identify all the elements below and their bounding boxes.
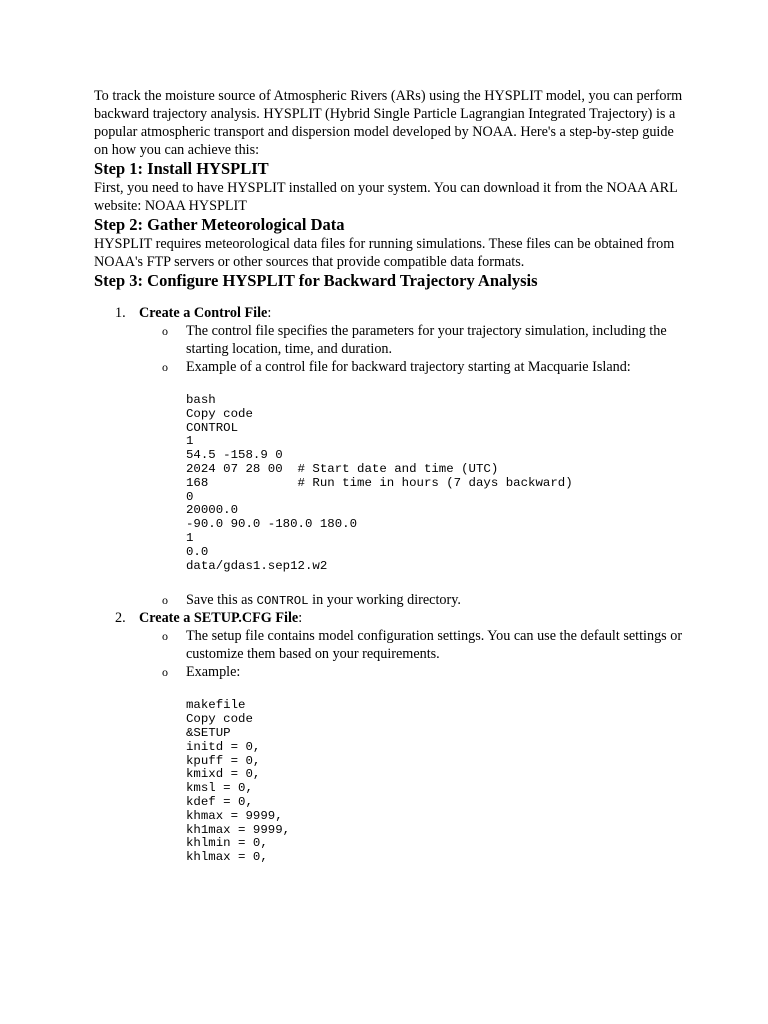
sub-list-text: Example of a control file for backward trajectory starting at Macquarie Island:	[186, 359, 631, 375]
list-item-control-file	[94, 305, 684, 610]
list-item-colon: :	[298, 610, 303, 627]
step1-paragraph: First, you need to have HYSPLIT installed on your system. You can download it from the NOAA ARL website: NOAA HYSPLIT	[94, 180, 678, 214]
list-item-title: Create a SETUP.CFG File	[139, 610, 299, 627]
step2-heading: Step 2: Gather Meteorological Data	[94, 215, 345, 234]
sub-list-item	[139, 591, 684, 610]
sub-list-text: Example:	[186, 664, 241, 681]
sub-list-text: The setup file contains model configuration settings. You can use the default settings or customize them based on your requirements.	[186, 628, 683, 663]
bullet-icon: o	[162, 360, 168, 374]
sub-list-item	[139, 358, 684, 376]
sub-list-item	[139, 663, 684, 681]
bullet-icon: o	[162, 593, 168, 608]
list-item-title: Create a Control File	[139, 305, 268, 321]
sub-list	[139, 627, 684, 681]
list-item-setup-file	[94, 610, 684, 865]
sub-list-item	[139, 627, 684, 663]
step2-paragraph: HYSPLIT requires meteorological data files for running simulations. These files can be obtained from NOAA's FTP servers or other sources that provide compatible data formats.	[94, 236, 675, 270]
intro-paragraph: To track the moisture source of Atmospheric Rivers (ARs) using the HYSPLIT model, you can perform backward trajectory analysis. HYSPLIT (Hybrid Single Particle Lagrangian Integrated Trajectory) is a popular atmospheric transport and dispersion model developed by NOAA. Here's a step-by-step guide on how you can achieve this:	[94, 88, 683, 158]
save-text-suffix: in your working directory.	[308, 592, 461, 609]
steps-list	[94, 305, 684, 865]
sub-list	[139, 591, 684, 610]
list-number: 1.	[115, 305, 126, 321]
inline-code-control: CONTROL	[256, 594, 309, 609]
document-page	[94, 87, 684, 883]
list-item-colon: :	[267, 305, 272, 321]
bullet-icon: o	[162, 629, 168, 644]
step1-heading: Step 1: Install HYSPLIT	[94, 159, 269, 178]
code-block-setup: makefile Copy code &SETUP initd = 0, kpuff = 0, kmixd = 0, kmsl = 0, kdef = 0, khmax = 9999, kh1max = 9999, khlmin = 0, khlmax = 0,	[186, 698, 291, 865]
step3-heading: Step 3: Configure HYSPLIT for Backward Trajectory Analysis	[94, 271, 538, 290]
sub-list-text: The control file specifies the parameters for your trajectory simulation, including the starting location, time, and duration.	[186, 323, 667, 357]
bullet-icon: o	[162, 324, 168, 338]
code-block-control: bash Copy code CONTROL 1 54.5 -158.9 0 2024 07 28 00 # Start date and time (UTC) 168 # Run time in hours (7 days backward) 0 20000.0 -90.0 90.0 -180.0 180.0 1 0.0 data/gdas1.sep12.w2	[186, 393, 573, 573]
sub-list	[139, 322, 684, 376]
save-text-prefix: Save this as	[186, 592, 257, 609]
sub-list-item	[139, 322, 684, 358]
list-number: 2.	[115, 610, 126, 627]
bullet-icon: o	[162, 665, 168, 680]
